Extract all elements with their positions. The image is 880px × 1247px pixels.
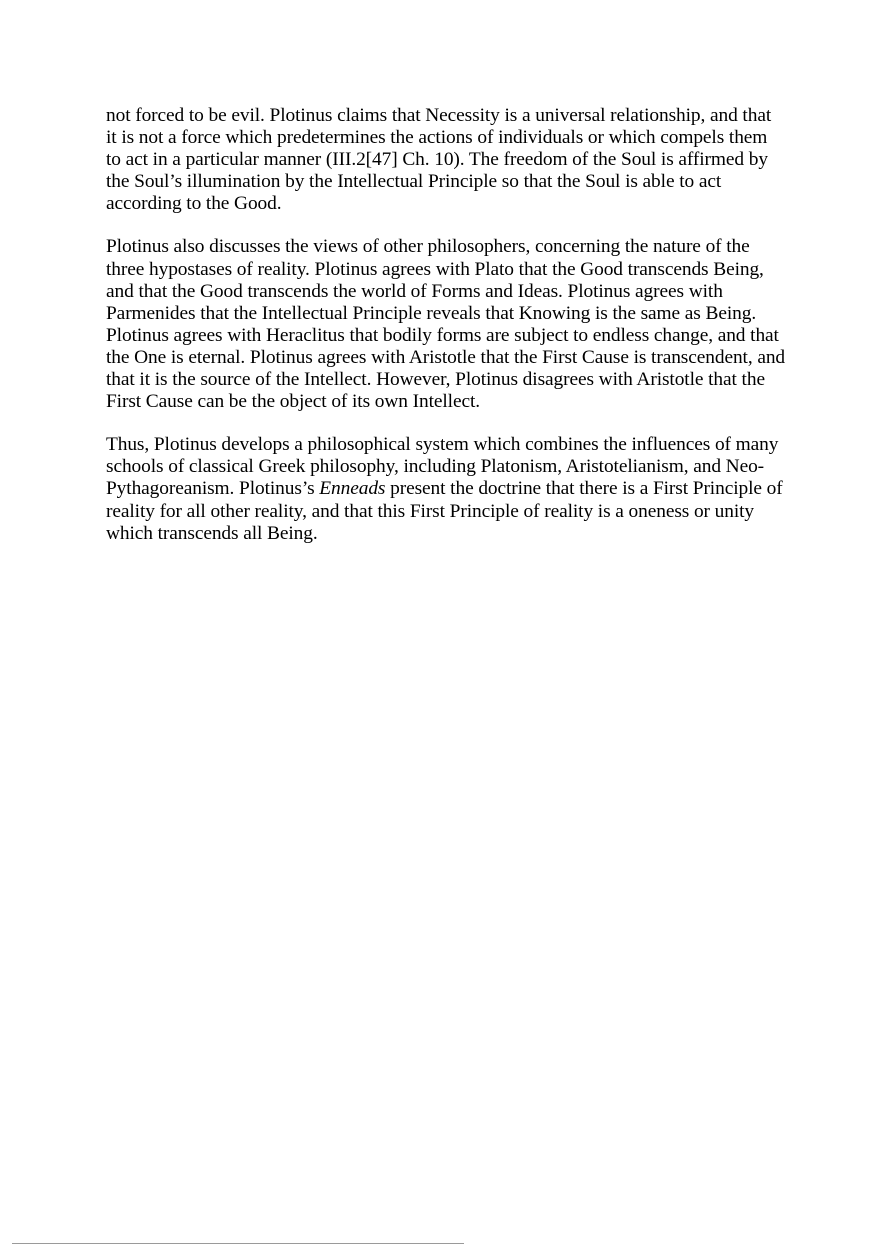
paragraph-conclusion (106, 434, 786, 544)
paragraph-other-philosophers: Plotinus also discusses the views of other philosophers, concerning the nature of the three hypostases of reality. Plotinus agrees with Plato that the Good transcends Being, and that the Good transcends the world of Forms and Ideas. Plotinus agrees with Parmenides that the Intellectual Principle reveals that Knowing is the same as Being. Plotinus agrees with Heraclitus that bodily forms are subject to endless change, and that the One is eternal. Plotinus agrees with Aristotle that the First Cause is transcendent, and that it is the source of the Intellect. However, Plotinus disagrees with Aristotle that the First Cause can be the object of its own Intellect. (106, 236, 786, 413)
paragraph-necessity: not forced to be evil. Plotinus claims that Necessity is a universal relationship, and that it is not a force which predetermines the actions of individuals or which compels them to act in a particular manner (III.2[47] Ch. 10). The freedom of the Soul is affirmed by the Soul’s illumination by the Intellectual Principle so that the Soul is able to act according to the Good. (106, 105, 772, 215)
footnote-separator-line (12, 1243, 464, 1244)
document-body (106, 105, 786, 566)
enneads-title: Enneads (319, 478, 386, 500)
conclusion-text-start: Thus, Plotinus develops a philosophical system which combines the influences of many schools of classical Greek philosophy, including Platonism, Aristotelianism, and Neo-Pythagoreanism. Plotinus’s (106, 434, 779, 500)
conclusion-text-end: present the doctrine that there is a First Principle of reality for all other reality, and that this First Principle of reality is a oneness or unity which transcends all Being. (106, 478, 783, 544)
